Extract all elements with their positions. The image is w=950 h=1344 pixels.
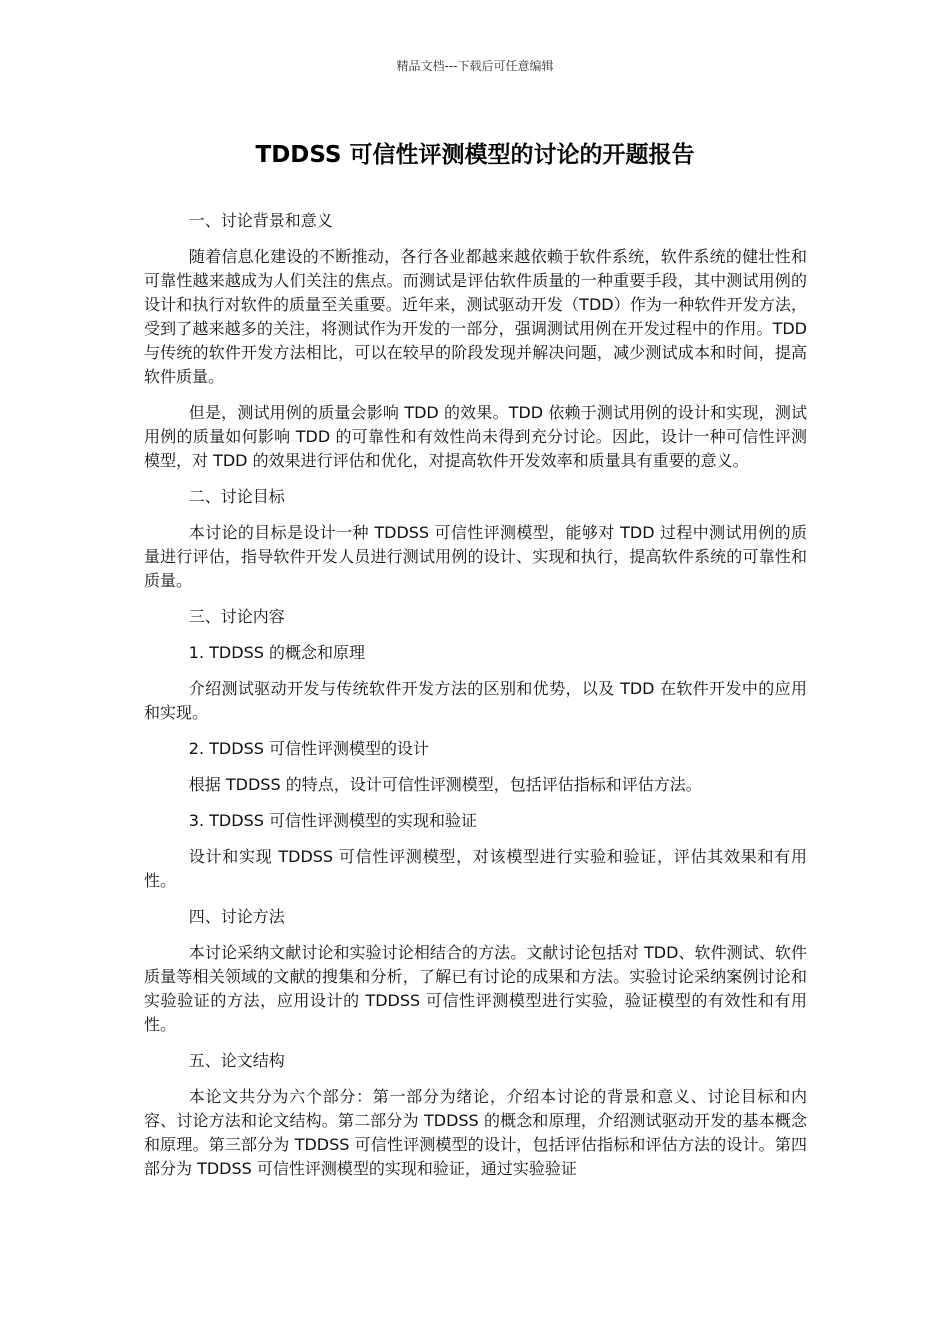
paragraph: 介绍测试驱动开发与传统软件开发方法的区别和优势，以及 TDD 在软件开发中的应用和实现。 — [144, 679, 807, 722]
paragraph: 但是，测试用例的质量会影响 TDD 的效果。TDD 依赖于测试用例的设计和实现，测试用例的质量如何影响 TDD 的可靠性和有效性尚未得到充分讨论。因此，设计一种可信性评测模型，对 TDD 的效果进行评估和优化，对提高软件开发效率和质量具有重要的意义。 — [144, 403, 807, 470]
paragraph: 本讨论的目标是设计一种 TDDSS 可信性评测模型，能够对 TDD 过程中测试用例的质量进行评估，指导软件开发人员进行测试用例的设计、实现和执行，提高软件系统的可靠性和质量。 — [144, 523, 807, 590]
section-heading-structure: 五、论文结构 — [188, 1051, 285, 1070]
paragraph: 随着信息化建设的不断推动，各行各业都越来越依赖于软件系统，软件系统的健壮性和可靠性越来越成为人们关注的焦点。而测试是评估软件质量的一种重要手段，其中测试用例的设计和执行对软件的质量至关重要。近年来，测试驱动开发（TDD）作为一种软件开发方法，受到了越来越多的关注，将测试作为开发的一部分，强调测试用例在开发过程中的作用。TDD 与传统的软件开发方法相比，可以在较早的阶段发现并解决问题，减少测试成本和时间，提高软件质量。 — [144, 247, 807, 386]
paragraph: 本论文共分为六个部分：第一部分为绪论，介绍本讨论的背景和意义、讨论目标和内容、讨论方法和论文结构。第二部分为 TDDSS 的概念和原理，介绍测试驱动开发的基本概念和原理。第三部分为 TDDSS 可信性评测模型的设计，包括评估指标和评估方法的设计。第四部分为 TDDSS 可信性评测模型的实现和验证，通过实验验证 — [144, 1087, 807, 1178]
paragraph: 根据 TDDSS 的特点，设计可信性评测模型，包括评估指标和评估方法。 — [188, 775, 702, 794]
section-heading-goals: 二、讨论目标 — [188, 487, 285, 506]
document-title: TDDSS 可信性评测模型的讨论的开题报告 — [255, 142, 695, 168]
subsection-heading: 1. TDDSS 的概念和原理 — [188, 643, 365, 662]
section-heading-content: 三、讨论内容 — [188, 607, 285, 626]
section-heading-methods: 四、讨论方法 — [188, 907, 285, 926]
section-heading-background: 一、讨论背景和意义 — [188, 211, 333, 230]
subsection-heading: 3. TDDSS 可信性评测模型的实现和验证 — [188, 811, 477, 830]
document-body — [144, 209, 807, 1193]
paragraph: 设计和实现 TDDSS 可信性评测模型，对该模型进行实验和验证，评估其效果和有用性。 — [144, 847, 807, 890]
subsection-heading: 2. TDDSS 可信性评测模型的设计 — [188, 739, 429, 758]
paragraph: 本讨论采纳文献讨论和实验讨论相结合的方法。文献讨论包括对 TDD、软件测试、软件质量等相关领域的文献的搜集和分析，了解已有讨论的成果和方法。实验讨论采纳案例讨论和实验验证的方法，应用设计的 TDDSS 可信性评测模型进行实验，验证模型的有效性和有用性。 — [144, 943, 807, 1034]
page-header-note: 精品文档---下载后可任意编辑 — [396, 59, 554, 73]
